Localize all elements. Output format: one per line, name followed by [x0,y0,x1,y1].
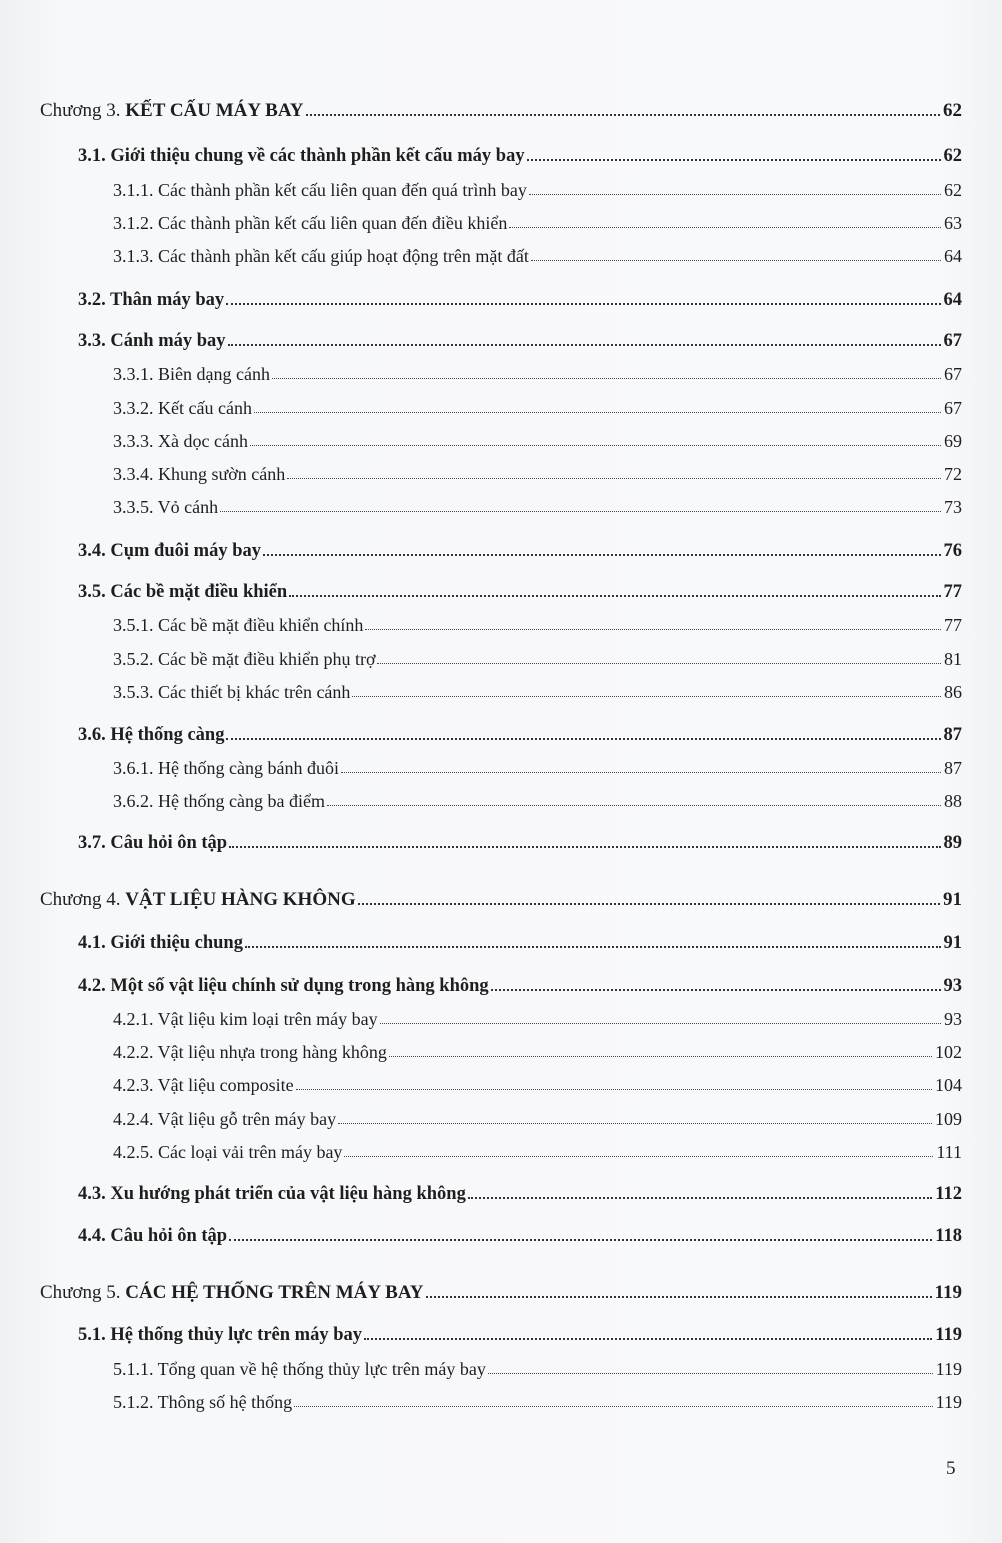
dot-leader [294,1406,932,1407]
toc-entry-title: 4.2.5. Các loại vải trên máy bay [113,1142,343,1162]
dot-leader [263,554,941,556]
dot-leader [226,738,940,740]
toc-page-number: 93 [944,1009,962,1029]
toc-entry-title: 4.2.2. Vật liệu nhựa trong hàng không [113,1042,387,1062]
toc-entry-title: 3.3. Cánh máy bay [78,331,226,351]
toc-page-number: 69 [944,431,962,451]
toc-page-number: 119 [935,1325,962,1345]
dot-leader [254,412,941,413]
dot-leader [250,445,941,446]
toc-page-number: 91 [943,889,962,910]
toc-subsection[interactable] [0,237,1002,267]
toc-entry-title: 3.5.2. Các bề mặt điều khiển phụ trợ [113,649,376,669]
toc-subsection[interactable] [0,640,1002,670]
toc-page-number: 67 [944,398,962,418]
dot-leader [272,378,941,379]
toc-page-number: 102 [935,1042,962,1062]
dot-leader [488,1373,933,1374]
toc-entry-title: 3.5. Các bề mặt điều khiển [78,582,288,602]
toc-page-number: 91 [943,933,962,953]
dot-leader [468,1197,932,1199]
toc-page-number: 87 [943,725,962,745]
chapter-title: KẾT CẤU MÁY BAY [125,100,304,121]
toc-section[interactable] [0,532,1002,562]
toc-entry-title: 5.1.1. Tổng quan về hệ thống thủy lực trên máy bay [113,1359,486,1379]
toc-section[interactable] [0,716,1002,746]
toc-subsection[interactable] [0,606,1002,636]
toc-entry-title: 3.6.2. Hệ thống càng ba điểm [113,791,325,811]
toc-entry-title [40,889,358,911]
toc-entry-title: 4.2. Một số vật liệu chính sử dụng trong hàng không [78,976,489,996]
toc-entry-title: 3.1.2. Các thành phần kết cấu liên quan đến điều khiển [113,213,508,233]
toc-entry-title: 3.3.4. Khung sườn cánh [113,464,286,484]
toc-entry-title: 4.2.4. Vật liệu gỗ trên máy bay [113,1109,337,1129]
dot-leader [365,629,941,630]
toc-entry-title: 4.1. Giới thiệu chung [78,933,243,953]
toc-entry-title: 4.2.1. Vật liệu kim loại trên máy bay [113,1009,378,1029]
toc-page-number: 112 [935,1184,962,1204]
toc-page-number: 63 [944,213,962,233]
dot-leader [229,1239,932,1241]
toc-page-number: 67 [944,364,962,384]
toc-subsection[interactable] [0,488,1002,518]
toc-subsection[interactable] [0,673,1002,703]
toc-entry-title: 3.2. Thân máy bay [78,290,225,310]
toc-subsection[interactable] [0,355,1002,385]
toc-entry-title: 4.4. Câu hỏi ôn tập [78,1226,228,1246]
toc-page-number: 109 [935,1109,962,1129]
toc-entry-title: 3.3.5. Vỏ cánh [113,497,219,517]
toc-page-number: 72 [944,464,962,484]
dot-leader [352,696,941,697]
dot-leader [296,1089,932,1090]
toc-entry-title: 3.1. Giới thiệu chung về các thành phần kết cấu máy bay [78,146,525,166]
toc-subsection[interactable] [0,204,1002,234]
dot-leader [306,114,940,116]
dot-leader [491,989,941,991]
toc-entry-title: 4.3. Xu hướng phát triển của vật liệu hàng không [78,1184,466,1204]
toc-subsection[interactable] [0,1100,1002,1130]
toc-entry-title: 3.4. Cụm đuôi máy bay [78,541,261,561]
page-number: 5 [946,1458,956,1479]
chapter-label: Chương 5. [40,1282,126,1303]
toc-page-number: 86 [944,682,962,702]
toc-subsection[interactable] [0,1133,1002,1163]
toc-entry-title: 5.1.2. Thông số hệ thống [113,1392,293,1412]
toc-subsection[interactable] [0,1033,1002,1063]
dot-leader [226,303,940,305]
dot-leader [229,846,940,848]
toc-entry-title [40,1282,426,1304]
toc-page-number: 119 [934,1282,962,1303]
toc-subsection[interactable] [0,171,1002,201]
toc-page-number: 62 [943,100,962,121]
toc-entry-title: 3.1.1. Các thành phần kết cấu liên quan đến quá trình bay [113,180,527,200]
toc-subsection[interactable] [0,1066,1002,1096]
dot-leader [338,1123,932,1124]
dot-leader [341,772,941,773]
toc-page-number: 111 [936,1142,962,1162]
toc-page-number: 73 [944,497,962,517]
dot-leader [389,1056,932,1057]
toc-page-number: 77 [943,582,962,602]
chapter-label: Chương 4. [40,889,126,910]
toc-entry-title: 5.1. Hệ thống thủy lực trên máy bay [78,1325,362,1345]
dot-leader [344,1156,933,1157]
dot-leader [380,1023,941,1024]
toc-section[interactable] [0,137,1002,167]
toc-entry-title: 4.2.3. Vật liệu composite [113,1075,294,1095]
toc-page-number: 64 [943,290,962,310]
toc-page-number: 89 [943,833,962,853]
toc-page-number: 62 [943,146,962,166]
dot-leader [509,227,941,228]
dot-leader [358,903,940,905]
toc-subsection[interactable] [0,1350,1002,1380]
dot-leader [426,1296,932,1298]
toc-page-number: 104 [935,1075,962,1095]
toc-page-number: 81 [944,649,962,669]
toc-entry-title: 3.6. Hệ thống càng [78,725,225,745]
toc-section[interactable] [0,573,1002,603]
toc-subsection[interactable] [0,455,1002,485]
toc-subsection[interactable] [0,1000,1002,1030]
dot-leader [529,194,941,195]
dot-leader [527,159,941,161]
dot-leader [377,663,941,664]
toc-page-number: 67 [943,331,962,351]
dot-leader [220,511,941,512]
chapter-label: Chương 3. [40,100,126,121]
toc-subsection[interactable] [0,749,1002,779]
toc-entry-title: 3.7. Câu hỏi ôn tập [78,833,228,853]
dot-leader [287,478,941,479]
toc-page-number: 119 [935,1392,962,1412]
toc-page-number: 87 [944,758,962,778]
toc-section[interactable] [0,824,1002,854]
toc-section[interactable] [0,1175,1002,1205]
dot-leader [364,1338,932,1340]
toc-entry-title: 3.5.1. Các bề mặt điều khiển chính [113,615,364,635]
toc-subsection[interactable] [0,389,1002,419]
toc-section[interactable] [0,1316,1002,1346]
toc-page-number: 77 [944,615,962,635]
dot-leader [289,595,940,597]
toc-subsection[interactable] [0,782,1002,812]
toc-entry-title: 3.6.1. Hệ thống càng bánh đuôi [113,758,339,778]
toc-page-number: 119 [935,1359,962,1379]
dot-leader [327,805,941,806]
toc-page-number: 76 [943,541,962,561]
toc-entry-title: 3.5.3. Các thiết bị khác trên cánh [113,682,351,702]
toc-entry-title: 3.3.2. Kết cấu cánh [113,398,252,418]
dot-leader [531,260,941,261]
dot-leader [228,344,941,346]
dot-leader [245,946,941,948]
toc-chapter[interactable] [0,881,1002,911]
toc-page-number: 64 [944,246,962,266]
toc-section[interactable] [0,1217,1002,1247]
chapter-title: VẬT LIỆU HÀNG KHÔNG [125,889,356,910]
toc-section[interactable] [0,281,1002,311]
toc-section[interactable] [0,924,1002,954]
toc-page-number: 118 [935,1226,962,1246]
toc-chapter[interactable] [0,1274,1002,1304]
toc-page-number: 62 [944,180,962,200]
toc-subsection[interactable] [0,1383,1002,1413]
toc-section[interactable] [0,322,1002,352]
toc-entry-title [40,100,306,122]
toc-subsection[interactable] [0,422,1002,452]
toc-entry-title: 3.3.3. Xà dọc cánh [113,431,248,451]
toc-page-number: 88 [944,791,962,811]
chapter-title: CÁC HỆ THỐNG TRÊN MÁY BAY [125,1282,424,1303]
toc-entry-title: 3.1.3. Các thành phần kết cấu giúp hoạt động trên mặt đất [113,246,529,266]
toc-page-number: 93 [943,976,962,996]
toc-entry-title: 3.3.1. Biên dạng cánh [113,364,270,384]
toc-chapter[interactable] [0,92,1002,122]
toc-section[interactable] [0,967,1002,997]
